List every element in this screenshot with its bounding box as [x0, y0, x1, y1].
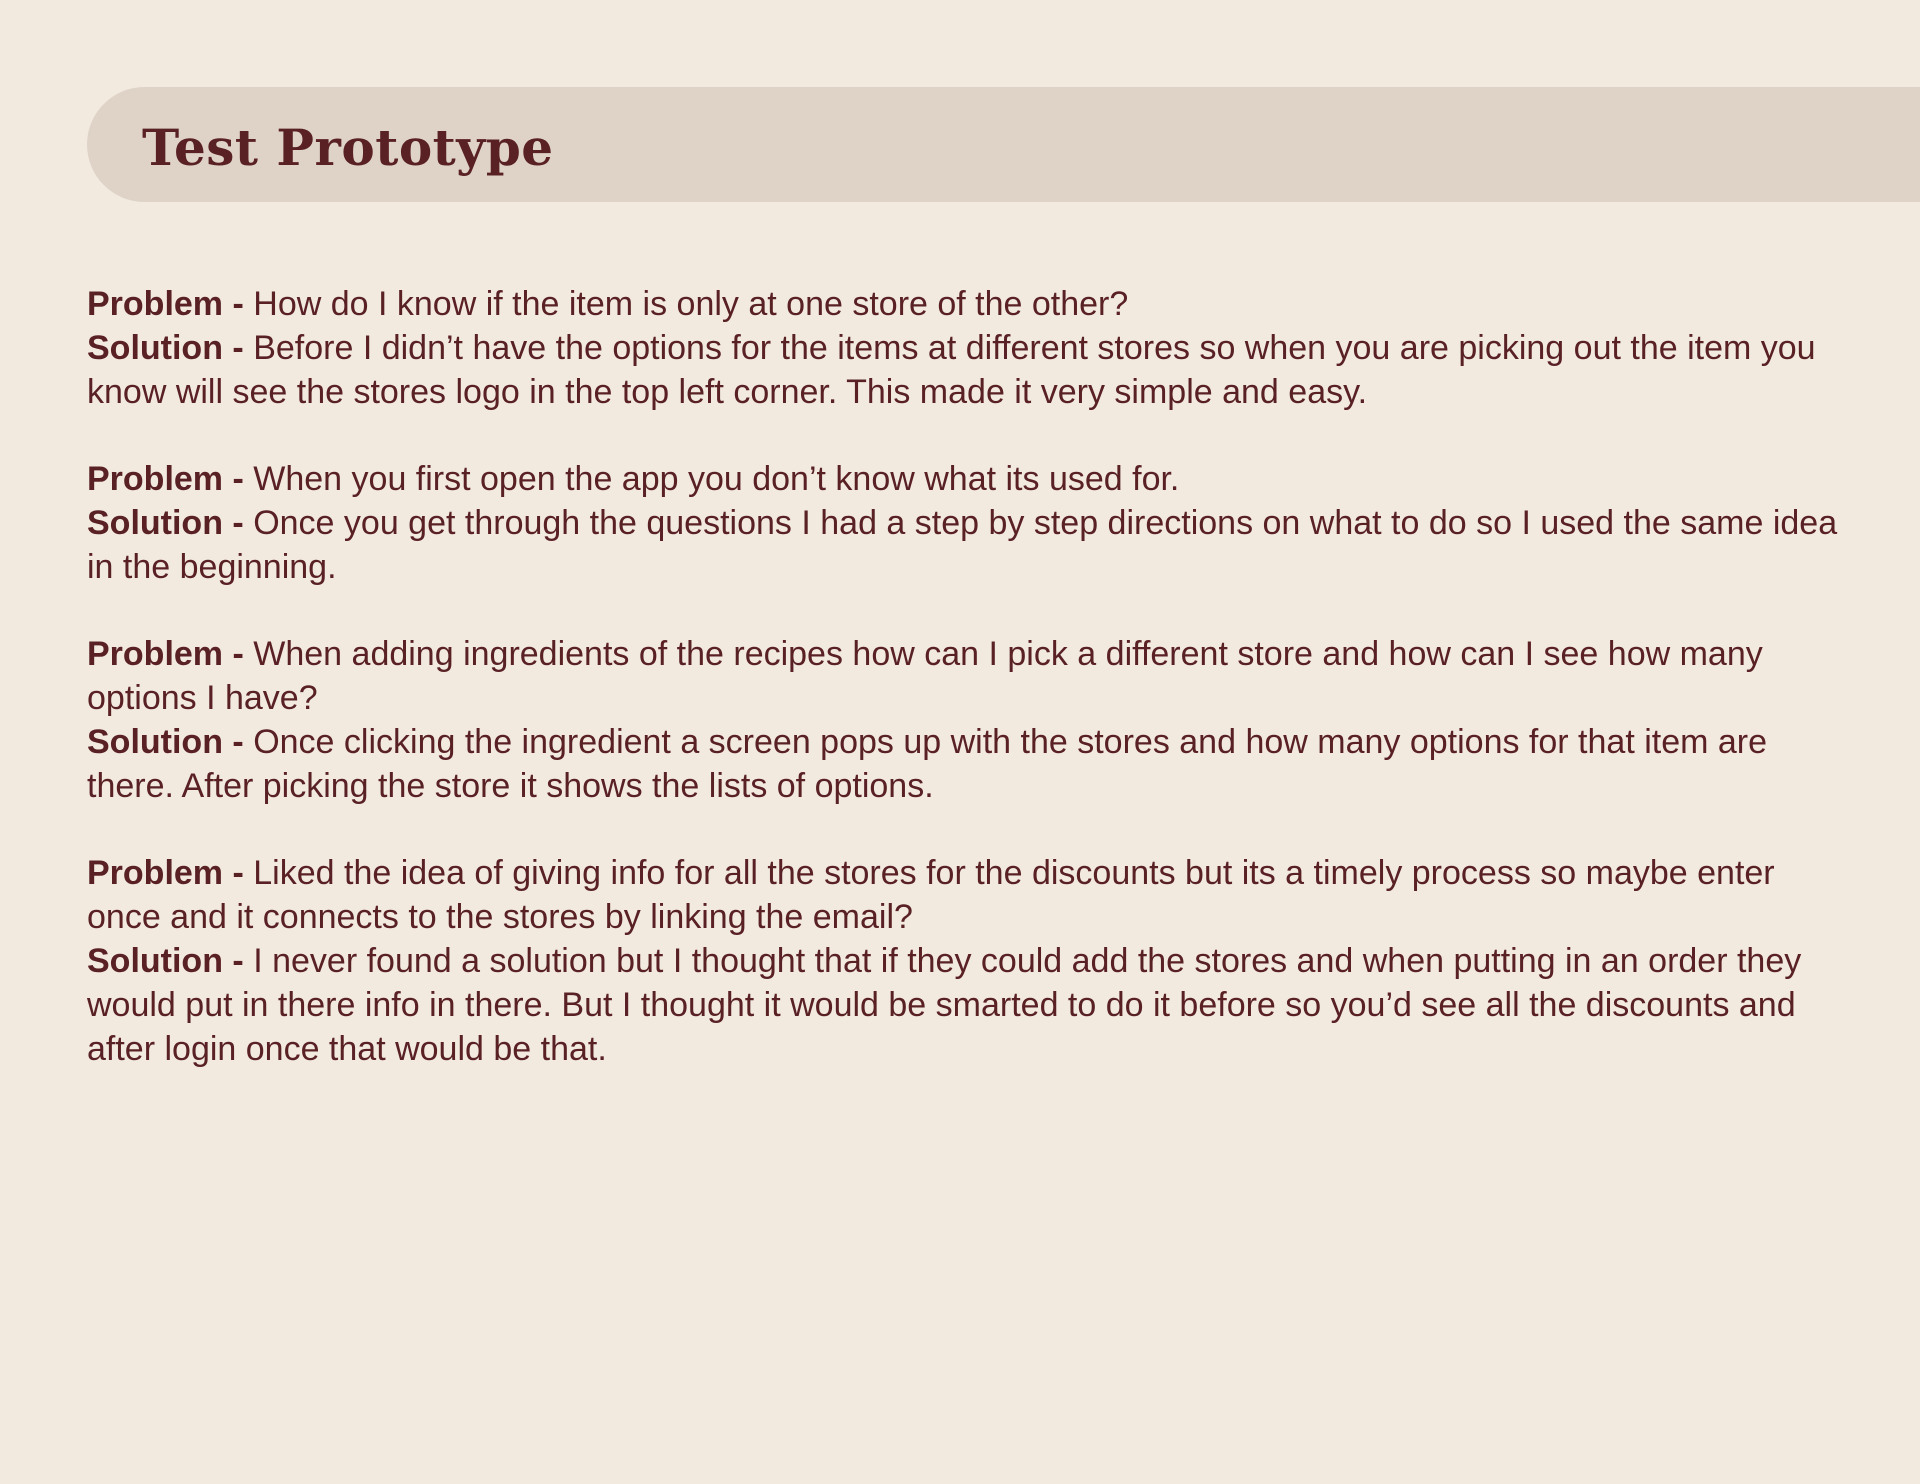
problem-text: When you first open the app you don’t know what its used for. — [253, 460, 1180, 498]
page-title: Test Prototype — [142, 118, 554, 177]
problem-label: Problem - — [87, 854, 244, 892]
problem-solution-item — [87, 282, 1847, 414]
solution-text: Once clicking the ingredient a screen pops up with the stores and how many options for that item are there. After picking the store it shows the lists of options. — [87, 723, 1768, 805]
solution-label: Solution - — [87, 942, 244, 980]
solution-paragraph — [87, 326, 1847, 414]
problem-text: Liked the idea of giving info for all the stores for the discounts but its a timely process so maybe enter once and it connects to the stores by linking the email? — [87, 854, 1775, 936]
solution-text: Once you get through the questions I had a step by step directions on what to do so I used the same idea in the beginning. — [87, 504, 1838, 586]
title-banner — [87, 87, 1920, 202]
problem-paragraph — [87, 851, 1847, 939]
problem-solution-item — [87, 632, 1847, 808]
problem-paragraph — [87, 457, 1847, 501]
solution-text: Before I didn’t have the options for the items at different stores so when you are picking out the item you know will see the stores logo in the top left corner. This made it very simple and easy. — [87, 329, 1816, 411]
problem-label: Problem - — [87, 460, 244, 498]
solution-text: I never found a solution but I thought that if they could add the stores and when putting in an order they would put in there info in there. But I thought it would be smarted to do it before so you’d see all the discounts and after login once that would be that. — [87, 942, 1802, 1068]
solution-paragraph — [87, 501, 1847, 589]
problem-label: Problem - — [87, 285, 244, 323]
problem-solution-item — [87, 851, 1847, 1071]
problem-label: Problem - — [87, 635, 244, 673]
problem-paragraph — [87, 632, 1847, 720]
problem-solution-list — [87, 282, 1847, 1114]
solution-paragraph — [87, 939, 1847, 1071]
problem-text: How do I know if the item is only at one store of the other? — [253, 285, 1129, 323]
problem-text: When adding ingredients of the recipes how can I pick a different store and how can I see how many options I have? — [87, 635, 1763, 717]
solution-label: Solution - — [87, 329, 244, 367]
problem-paragraph — [87, 282, 1847, 326]
solution-label: Solution - — [87, 504, 244, 542]
problem-solution-item — [87, 457, 1847, 589]
solution-paragraph — [87, 720, 1847, 808]
solution-label: Solution - — [87, 723, 244, 761]
